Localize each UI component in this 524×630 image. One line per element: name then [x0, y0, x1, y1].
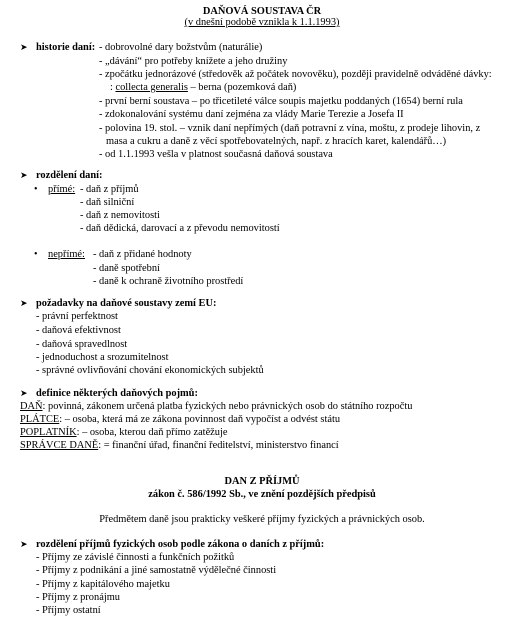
arrow-bullet-icon: ➤: [20, 298, 28, 308]
eu-item: - správné ovlivňování chování ekonomických subjektů: [36, 365, 264, 376]
dot-bullet-icon: •: [34, 184, 38, 195]
definition-term: SPRÁVCE DANĚ: [20, 440, 99, 451]
indirect-item: - daň z přidané hodnoty: [93, 249, 192, 260]
definition-term: PLÁTCE: [20, 414, 60, 425]
income-item: - Příjmy z kapitálového majetku: [36, 579, 170, 590]
indirect-label: nepřímé:: [48, 249, 85, 260]
arrow-bullet-icon: ➤: [20, 42, 28, 52]
history-line: - od 1.1.1993 vešla v platnost současná daňová soustava: [99, 149, 333, 160]
income-tax-law: zákon č. 586/1992 Sb., ve znění pozdějších předpisů: [148, 489, 376, 500]
eu-item: - jednoduchost a srozumitelnost: [36, 352, 169, 363]
definitions-section: [20, 388, 198, 400]
definition-row: [20, 414, 340, 426]
eu-label: požadavky na daňové soustavy zemí EU:: [36, 298, 217, 309]
history-line: : collecta generalis – berna (pozemková daň): [110, 82, 297, 93]
income-item: - Příjmy ostatní: [36, 605, 101, 616]
income-division-label: rozdělení příjmů fyzických osob podle zákona o daních z příjmů:: [36, 539, 325, 550]
indirect-taxes: [34, 249, 85, 261]
division-section: [20, 170, 102, 182]
income-item: - Příjmy ze závislé činnosti a funkčních požitků: [36, 552, 235, 563]
definition-row: [20, 401, 412, 413]
history-line: - zpočátku jednorázové (středověk až počátek novověku), později pravidelně odváděné dávky:: [99, 69, 492, 80]
arrow-bullet-icon: ➤: [20, 539, 28, 549]
direct-label: přímé:: [48, 184, 76, 195]
income-division-section: [20, 539, 324, 551]
direct-item: - daň silniční: [80, 197, 135, 208]
division-label: rozdělení daní:: [36, 170, 103, 181]
eu-section: [20, 298, 216, 310]
definition-text: : = finanční úřad, finanční ředitelství, ministerstvo financí: [98, 440, 339, 451]
income-item: - Příjmy z podnikání a jiné samostatně výdělečné činnosti: [36, 565, 277, 576]
arrow-bullet-icon: ➤: [20, 170, 28, 180]
collecta-term: collecta generalis: [115, 82, 188, 93]
history-section: [20, 42, 95, 54]
eu-item: - právní perfektnost: [36, 311, 118, 322]
eu-item: - daňová efektivnost: [36, 325, 121, 336]
eu-item: - daňová spravedlnost: [36, 339, 128, 350]
page-subtitle: (v dnešní podobě vznikla k 1.1.1993): [184, 17, 340, 28]
definition-term: POPLATNÍK: [20, 427, 77, 438]
arrow-bullet-icon: ➤: [20, 388, 28, 398]
definition-text: : – osoba, kterou daň přímo zatěžuje: [76, 427, 228, 438]
history-line: - „dávání“ pro potřeby knížete a jeho družiny: [99, 56, 288, 67]
direct-taxes: [34, 184, 75, 196]
dot-bullet-icon: •: [34, 249, 38, 260]
history-line: - polovina 19. stol. – vznik daní nepřímých (daň potravní z vína, moštu, z prodeje lihovin, z: [99, 123, 481, 134]
direct-item: - daň z příjmů: [80, 184, 139, 195]
history-line: - dobrovolné dary božstvům (naturálie): [99, 42, 263, 53]
definition-text: : povinná, zákonem určená platba fyzických nebo právnických osob do státního rozpočtu: [42, 401, 413, 412]
definition-term: DAŇ: [20, 401, 43, 412]
income-tax-intro: Předmětem daně jsou prakticky veškeré příjmy fyzických a právnických osob.: [99, 514, 425, 525]
indirect-item: - daně k ochraně životního prostředí: [93, 276, 244, 287]
history-line: - první berní soustava – po třicetileté válce soupis majetku poddaných (1654) berní rula: [99, 96, 463, 107]
definition-row: [20, 440, 339, 452]
definition-text: : – osoba, která má ze zákona povinnost daň vypočíst a odvést státu: [59, 414, 341, 425]
definition-row: [20, 427, 227, 439]
history-label: historie daní:: [36, 42, 96, 53]
history-line: - zdokonalování systému daní zejména za vlády Marie Terezie a Josefa II: [99, 109, 404, 120]
direct-item: - daň dědická, darovací a z převodu nemovitostí: [80, 223, 280, 234]
history-line: masa a cukru a daně z věcí spotřebovatelných, např. z hracích karet, kalendářů…): [106, 136, 447, 147]
income-tax-title: DAN Z PŘÍJMŮ: [224, 476, 300, 487]
income-item: - Příjmy z pronájmu: [36, 592, 120, 603]
indirect-item: - daně spotřební: [93, 263, 160, 274]
berna-text: – berna (pozemková daň): [190, 82, 297, 93]
page-title: DAŇOVÁ SOUSTAVA ČR: [202, 6, 322, 17]
direct-item: - daň z nemovitosti: [80, 210, 160, 221]
definitions-label: definice některých daňových pojmů:: [36, 388, 198, 399]
